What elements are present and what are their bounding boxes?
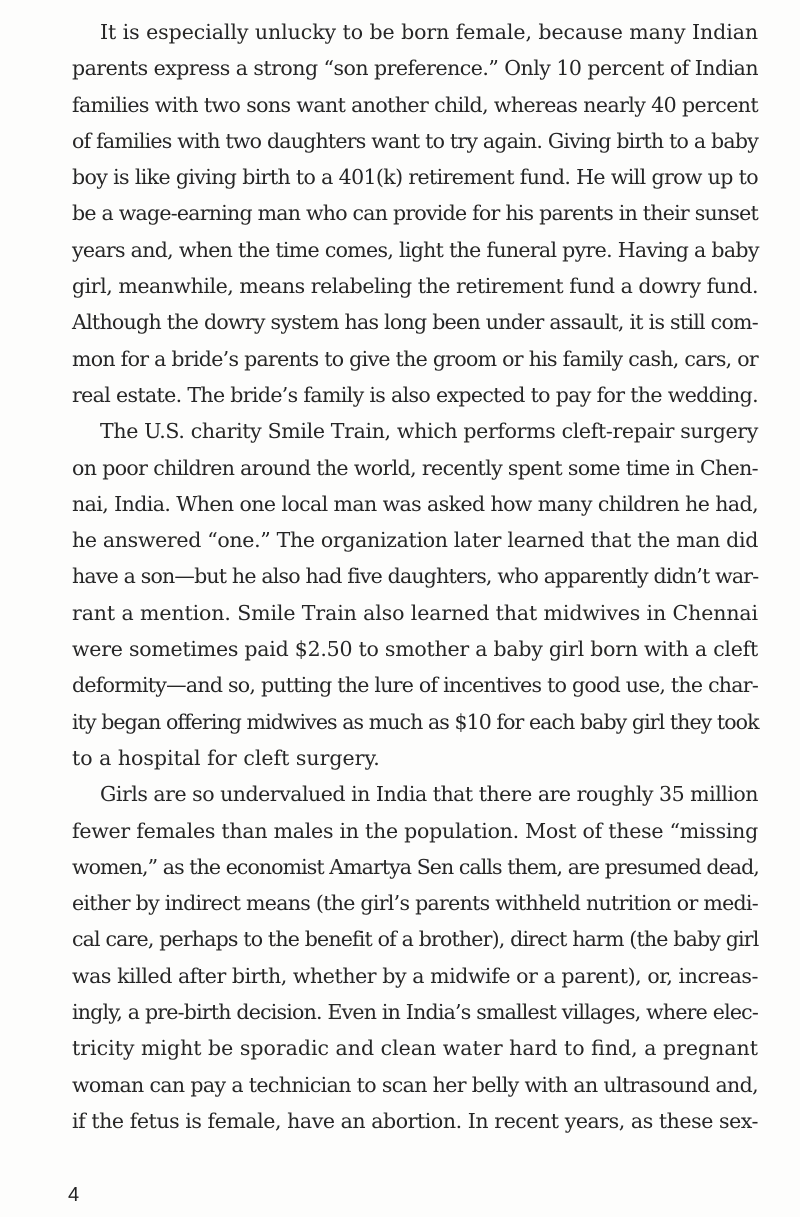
text-line: he answered “one.” The organization later learned that the man did	[72, 528, 759, 553]
text-line: either by indirect means (the girl’s parents withheld nutrition or medi-	[72, 891, 759, 916]
text-line: boy is like giving birth to a 401(k) retirement fund. He will grow up to	[72, 165, 758, 190]
text-line: if the fetus is female, have an abortion. In recent years, as these sex-	[72, 1108, 759, 1133]
text-line: cal care, perhaps to the benefit of a brother), direct harm (the baby girl	[72, 927, 759, 952]
paragraph-son-preference	[72, 14, 758, 413]
text-line: The U.S. charity Smile Train, which performs cleft-repair surgery	[100, 419, 759, 444]
text-line: families with two sons want another child, whereas nearly 40 percent	[72, 92, 758, 117]
page-number: 4	[68, 1184, 80, 1206]
paragraph-missing-women	[72, 776, 758, 1139]
body-text	[72, 14, 758, 1139]
paragraph-smile-train	[72, 413, 758, 776]
text-line: It is especially unlucky to be born female, because many Indian	[100, 20, 758, 44]
text-line: of families with two daughters want to try again. Giving birth to a baby	[72, 128, 758, 153]
text-line: were sometimes paid $2.50 to smother a baby girl born with a cleft	[72, 637, 758, 662]
text-line: have a son—but he also had five daughters, who apparently didn’t war-	[72, 564, 759, 589]
text-line: Although the dowry system has long been under assault, it is still com-	[72, 310, 758, 335]
text-line: nai, India. When one local man was asked how many children he had,	[72, 491, 759, 516]
text-line: be a wage-earning man who can provide for his parents in their sunset	[72, 201, 758, 226]
text-line: years and, when the time comes, light the funeral pyre. Having a baby	[72, 237, 759, 262]
text-line: Girls are so undervalued in India that there are roughly 35 million	[100, 782, 758, 807]
text-line: real estate. The bride’s family is also expected to pay for the wedding.	[72, 382, 758, 407]
text-line: fewer females than males in the population. Most of these “missing	[72, 818, 758, 843]
text-line: rant a mention. Smile Train also learned that midwives in Chennai	[72, 600, 758, 625]
text-line: women,” as the economist Amartya Sen calls them, are presumed dead,	[72, 854, 759, 879]
text-line: to a hospital for cleft surgery.	[72, 745, 380, 770]
text-line: on poor children around the world, recently spent some time in Chen-	[72, 455, 758, 480]
text-line: ingly, a pre-birth decision. Even in India’s smallest villages, where elec-	[72, 1000, 758, 1025]
text-line: ity began offering midwives as much as $10 for each baby girl they took	[72, 709, 759, 734]
text-line: tricity might be sporadic and clean water hard to find, a pregnant	[72, 1036, 758, 1061]
text-line: parents express a strong “son preference.” Only 10 percent of Indian	[72, 56, 759, 81]
text-line: mon for a bride’s parents to give the groom or his family cash, cars, or	[72, 346, 758, 371]
text-line: woman can pay a technician to scan her belly with an ultrasound and,	[72, 1072, 758, 1097]
text-line: was killed after birth, whether by a midwife or a parent), or, increas-	[72, 963, 758, 988]
text-line: deformity—and so, putting the lure of incentives to good use, the char-	[72, 673, 759, 698]
text-line: girl, meanwhile, means relabeling the retirement fund a dowry fund.	[72, 274, 759, 299]
